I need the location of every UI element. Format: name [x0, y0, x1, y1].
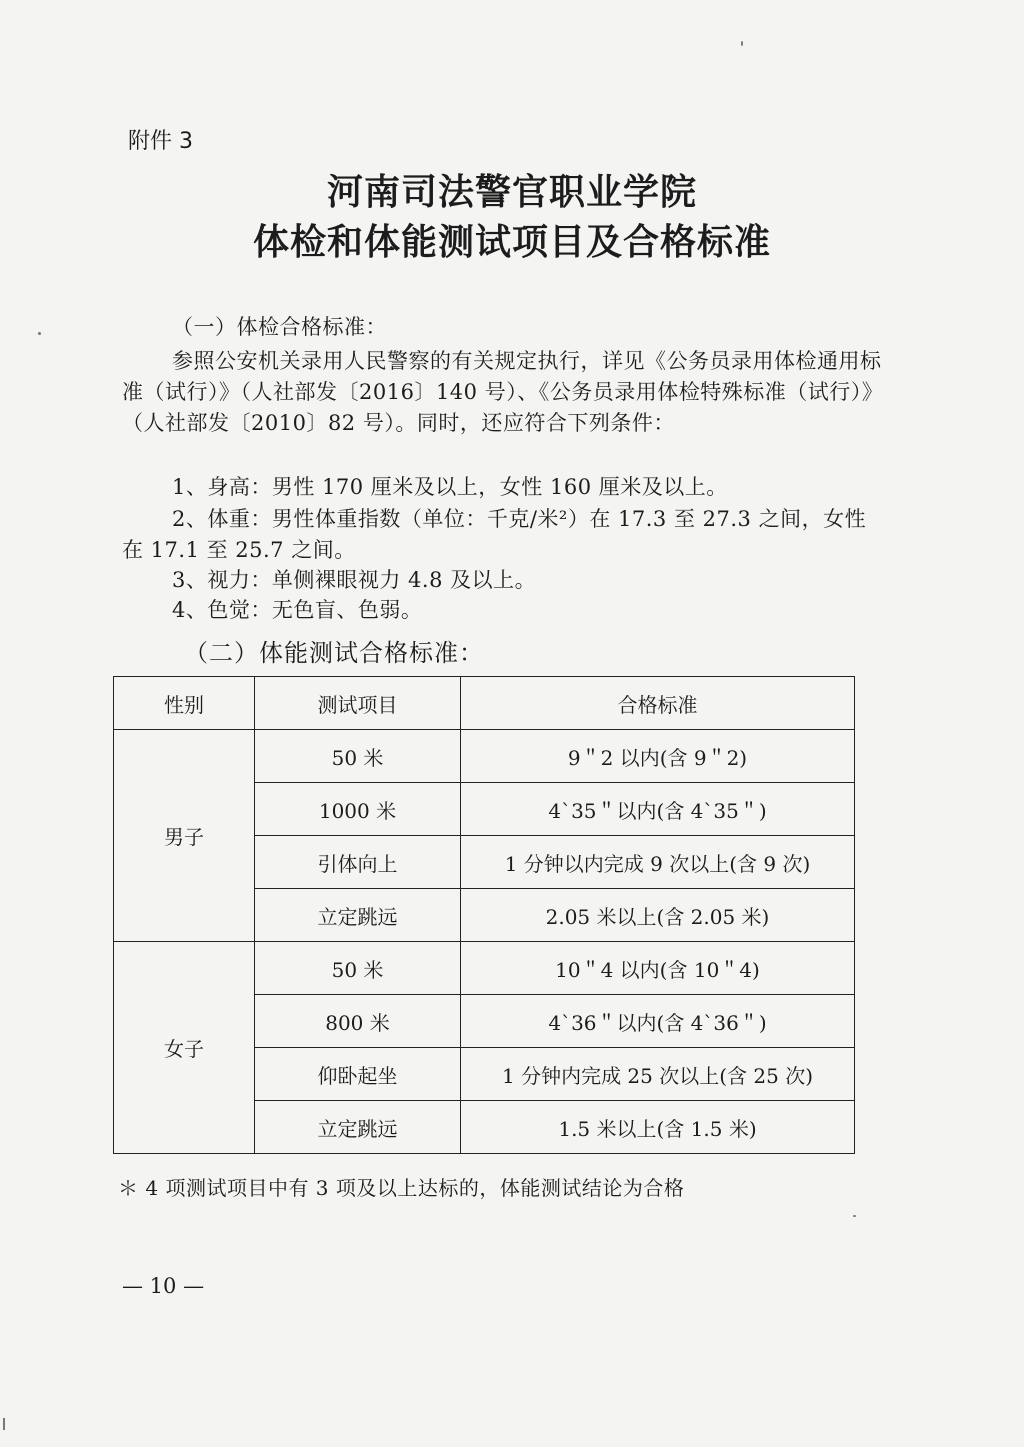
section1-intro: 参照公安机关录用人民警察的有关规定执行，详见《公务员录用体检通用标准（试行）》（人社部发〔2016〕140 号）、《公务员录用体检特殊标准（试行）》（人社部发〔2010〕82 号）。同时，还应符合下列条件：	[122, 349, 882, 435]
document-title-line2: 体检和体能测试项目及合格标准	[252, 221, 771, 263]
requirement-vision: 3、视力：单侧裸眼视力 4.8 及以上。	[172, 568, 537, 592]
test-item-cell: 立定跳远	[255, 889, 461, 942]
scan-speck	[3, 1418, 5, 1430]
table-row	[114, 730, 855, 783]
document-title-line1: 河南司法警官职业学院	[326, 171, 697, 213]
standard-cell: 4`35＂以内(含 4`35＂)	[461, 783, 855, 836]
test-item-cell: 50 米	[255, 942, 461, 995]
page-number: — 10 —	[122, 1274, 205, 1298]
requirement-weight: 2、体重：男性体重指数（单位：千克/米²）在 17.3 至 27.3 之间，女性在 17.1 至 25.7 之间。	[122, 507, 867, 562]
test-item-cell: 1000 米	[255, 783, 461, 836]
scan-speck	[38, 332, 41, 335]
standard-cell: 9＂2 以内(含 9＂2)	[461, 730, 855, 783]
gender-cell-male: 男子	[114, 730, 255, 942]
standard-cell: 4`36＂以内(含 4`36＂)	[461, 995, 855, 1048]
scan-speck	[853, 1215, 856, 1217]
header-gender: 性别	[114, 677, 255, 730]
table-header-row	[114, 677, 855, 730]
standard-cell: 1 分钟内完成 25 次以上(含 25 次)	[461, 1048, 855, 1101]
test-item-cell: 立定跳远	[255, 1101, 461, 1154]
test-item-cell: 引体向上	[255, 836, 461, 889]
standard-cell: 1.5 米以上(含 1.5 米)	[461, 1101, 855, 1154]
requirement-color-vision: 4、色觉：无色盲、色弱。	[172, 598, 423, 622]
attachment-label: 附件 3	[128, 129, 193, 154]
section2-heading: （二）体能测试合格标准：	[184, 639, 484, 667]
table-row	[114, 942, 855, 995]
test-item-cell: 50 米	[255, 730, 461, 783]
section1-heading: （一）体检合格标准：	[172, 315, 387, 339]
footnote: ＊ 4 项测试项目中有 3 项及以上达标的，体能测试结论为合格	[118, 1176, 685, 1200]
test-item-cell: 800 米	[255, 995, 461, 1048]
gender-cell-female: 女子	[114, 942, 255, 1154]
header-test-item: 测试项目	[255, 677, 461, 730]
standard-cell: 1 分钟以内完成 9 次以上(含 9 次)	[461, 836, 855, 889]
scan-speck	[741, 41, 743, 46]
standard-cell: 2.05 米以上(含 2.05 米)	[461, 889, 855, 942]
header-standard: 合格标准	[461, 677, 855, 730]
standard-cell: 10＂4 以内(含 10＂4)	[461, 942, 855, 995]
fitness-standards-table	[113, 676, 855, 1154]
test-item-cell: 仰卧起坐	[255, 1048, 461, 1101]
requirement-height: 1、身高：男性 170 厘米及以上，女性 160 厘米及以上。	[172, 475, 728, 499]
